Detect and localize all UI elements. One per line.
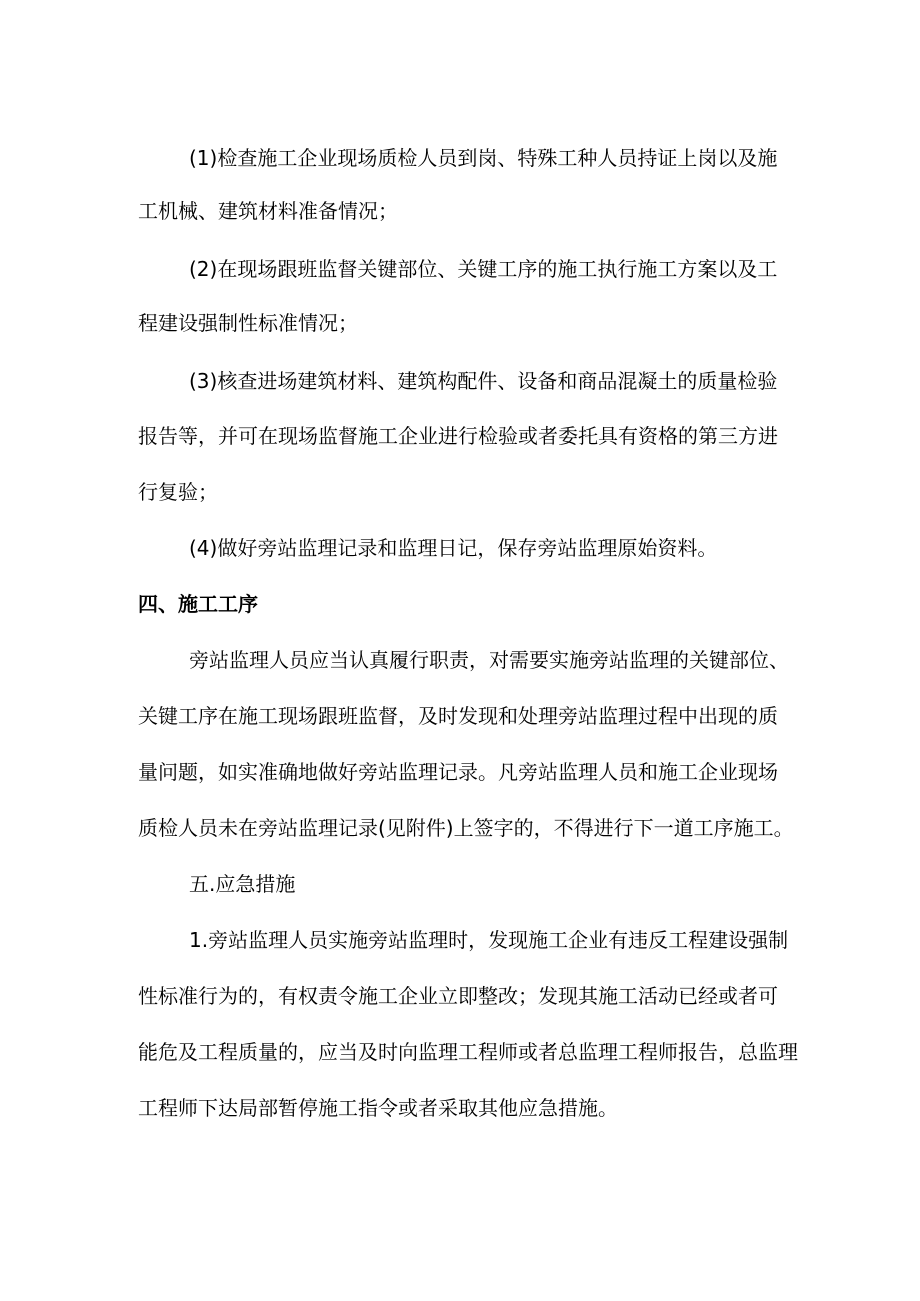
item-2-cont bbox=[0, 303, 920, 343]
section-5-cont-3 bbox=[0, 1088, 920, 1128]
item-3-cont-2 bbox=[0, 472, 920, 512]
section-4-cont-1 bbox=[0, 696, 920, 736]
section-5-line-1: 1.旁站监理人员实施旁站监理时，发现施工企业有违反工程建设强制 bbox=[189, 928, 789, 952]
section-5-para bbox=[0, 920, 920, 960]
item-4 bbox=[0, 528, 920, 568]
section-4-line-2: 关键工序在施工现场跟班监督，及时发现和处理旁站监理过程中出现的质 bbox=[138, 704, 778, 728]
section-4-cont-3 bbox=[0, 808, 920, 848]
item-2-line-1: (2)在现场跟班监督关键部位、关键工序的施工执行施工方案以及工 bbox=[189, 257, 778, 281]
section-4-line-4: 质检人员未在旁站监理记录(见附件)上签字的，不得进行下一道工序施工。 bbox=[138, 816, 794, 840]
section-4-cont-2 bbox=[0, 752, 920, 792]
section-5-line-3: 能危及工程质量的，应当及时向监理工程师或者总监理工程师报告，总监理 bbox=[138, 1040, 798, 1064]
section-4-heading-row bbox=[0, 584, 920, 624]
item-1-line-1: (1)检查施工企业现场质检人员到岗、特殊工种人员持证上岗以及施 bbox=[189, 146, 778, 170]
item-3-line-3: 行复验； bbox=[138, 480, 218, 504]
section-4-heading: 四、施工工序 bbox=[138, 592, 258, 616]
section-5-cont-1 bbox=[0, 976, 920, 1016]
item-3-line-1: (3)核查进场建筑材料、建筑构配件、设备和商品混凝土的质量检验 bbox=[189, 369, 778, 393]
item-3 bbox=[0, 361, 920, 401]
section-4-para bbox=[0, 640, 920, 680]
section-5-line-4: 工程师下达局部暂停施工指令或者采取其他应急措施。 bbox=[138, 1096, 618, 1120]
item-3-cont-1 bbox=[0, 416, 920, 456]
section-4-line-1: 旁站监理人员应当认真履行职责，对需要实施旁站监理的关键部位、 bbox=[189, 648, 789, 672]
section-5-heading: 五.应急措施 bbox=[189, 872, 296, 896]
section-4-line-3: 量问题，如实准确地做好旁站监理记录。凡旁站监理人员和施工企业现场 bbox=[138, 760, 778, 784]
item-3-line-2: 报告等，并可在现场监督施工企业进行检验或者委托具有资格的第三方进 bbox=[138, 424, 778, 448]
section-5-cont-2 bbox=[0, 1032, 920, 1072]
item-1-line-2: 工机械、建筑材料准备情况； bbox=[138, 199, 398, 223]
item-4-line-1: (4)做好旁站监理记录和监理日记，保存旁站监理原始资料。 bbox=[189, 536, 718, 560]
item-2 bbox=[0, 249, 920, 289]
item-1-cont bbox=[0, 191, 920, 231]
section-5-line-2: 性标准行为的，有权责令施工企业立即整改；发现其施工活动已经或者可 bbox=[138, 984, 778, 1008]
section-5-heading-row bbox=[0, 864, 920, 904]
item-1 bbox=[0, 138, 920, 178]
item-2-line-2: 程建设强制性标准情况； bbox=[138, 311, 358, 335]
